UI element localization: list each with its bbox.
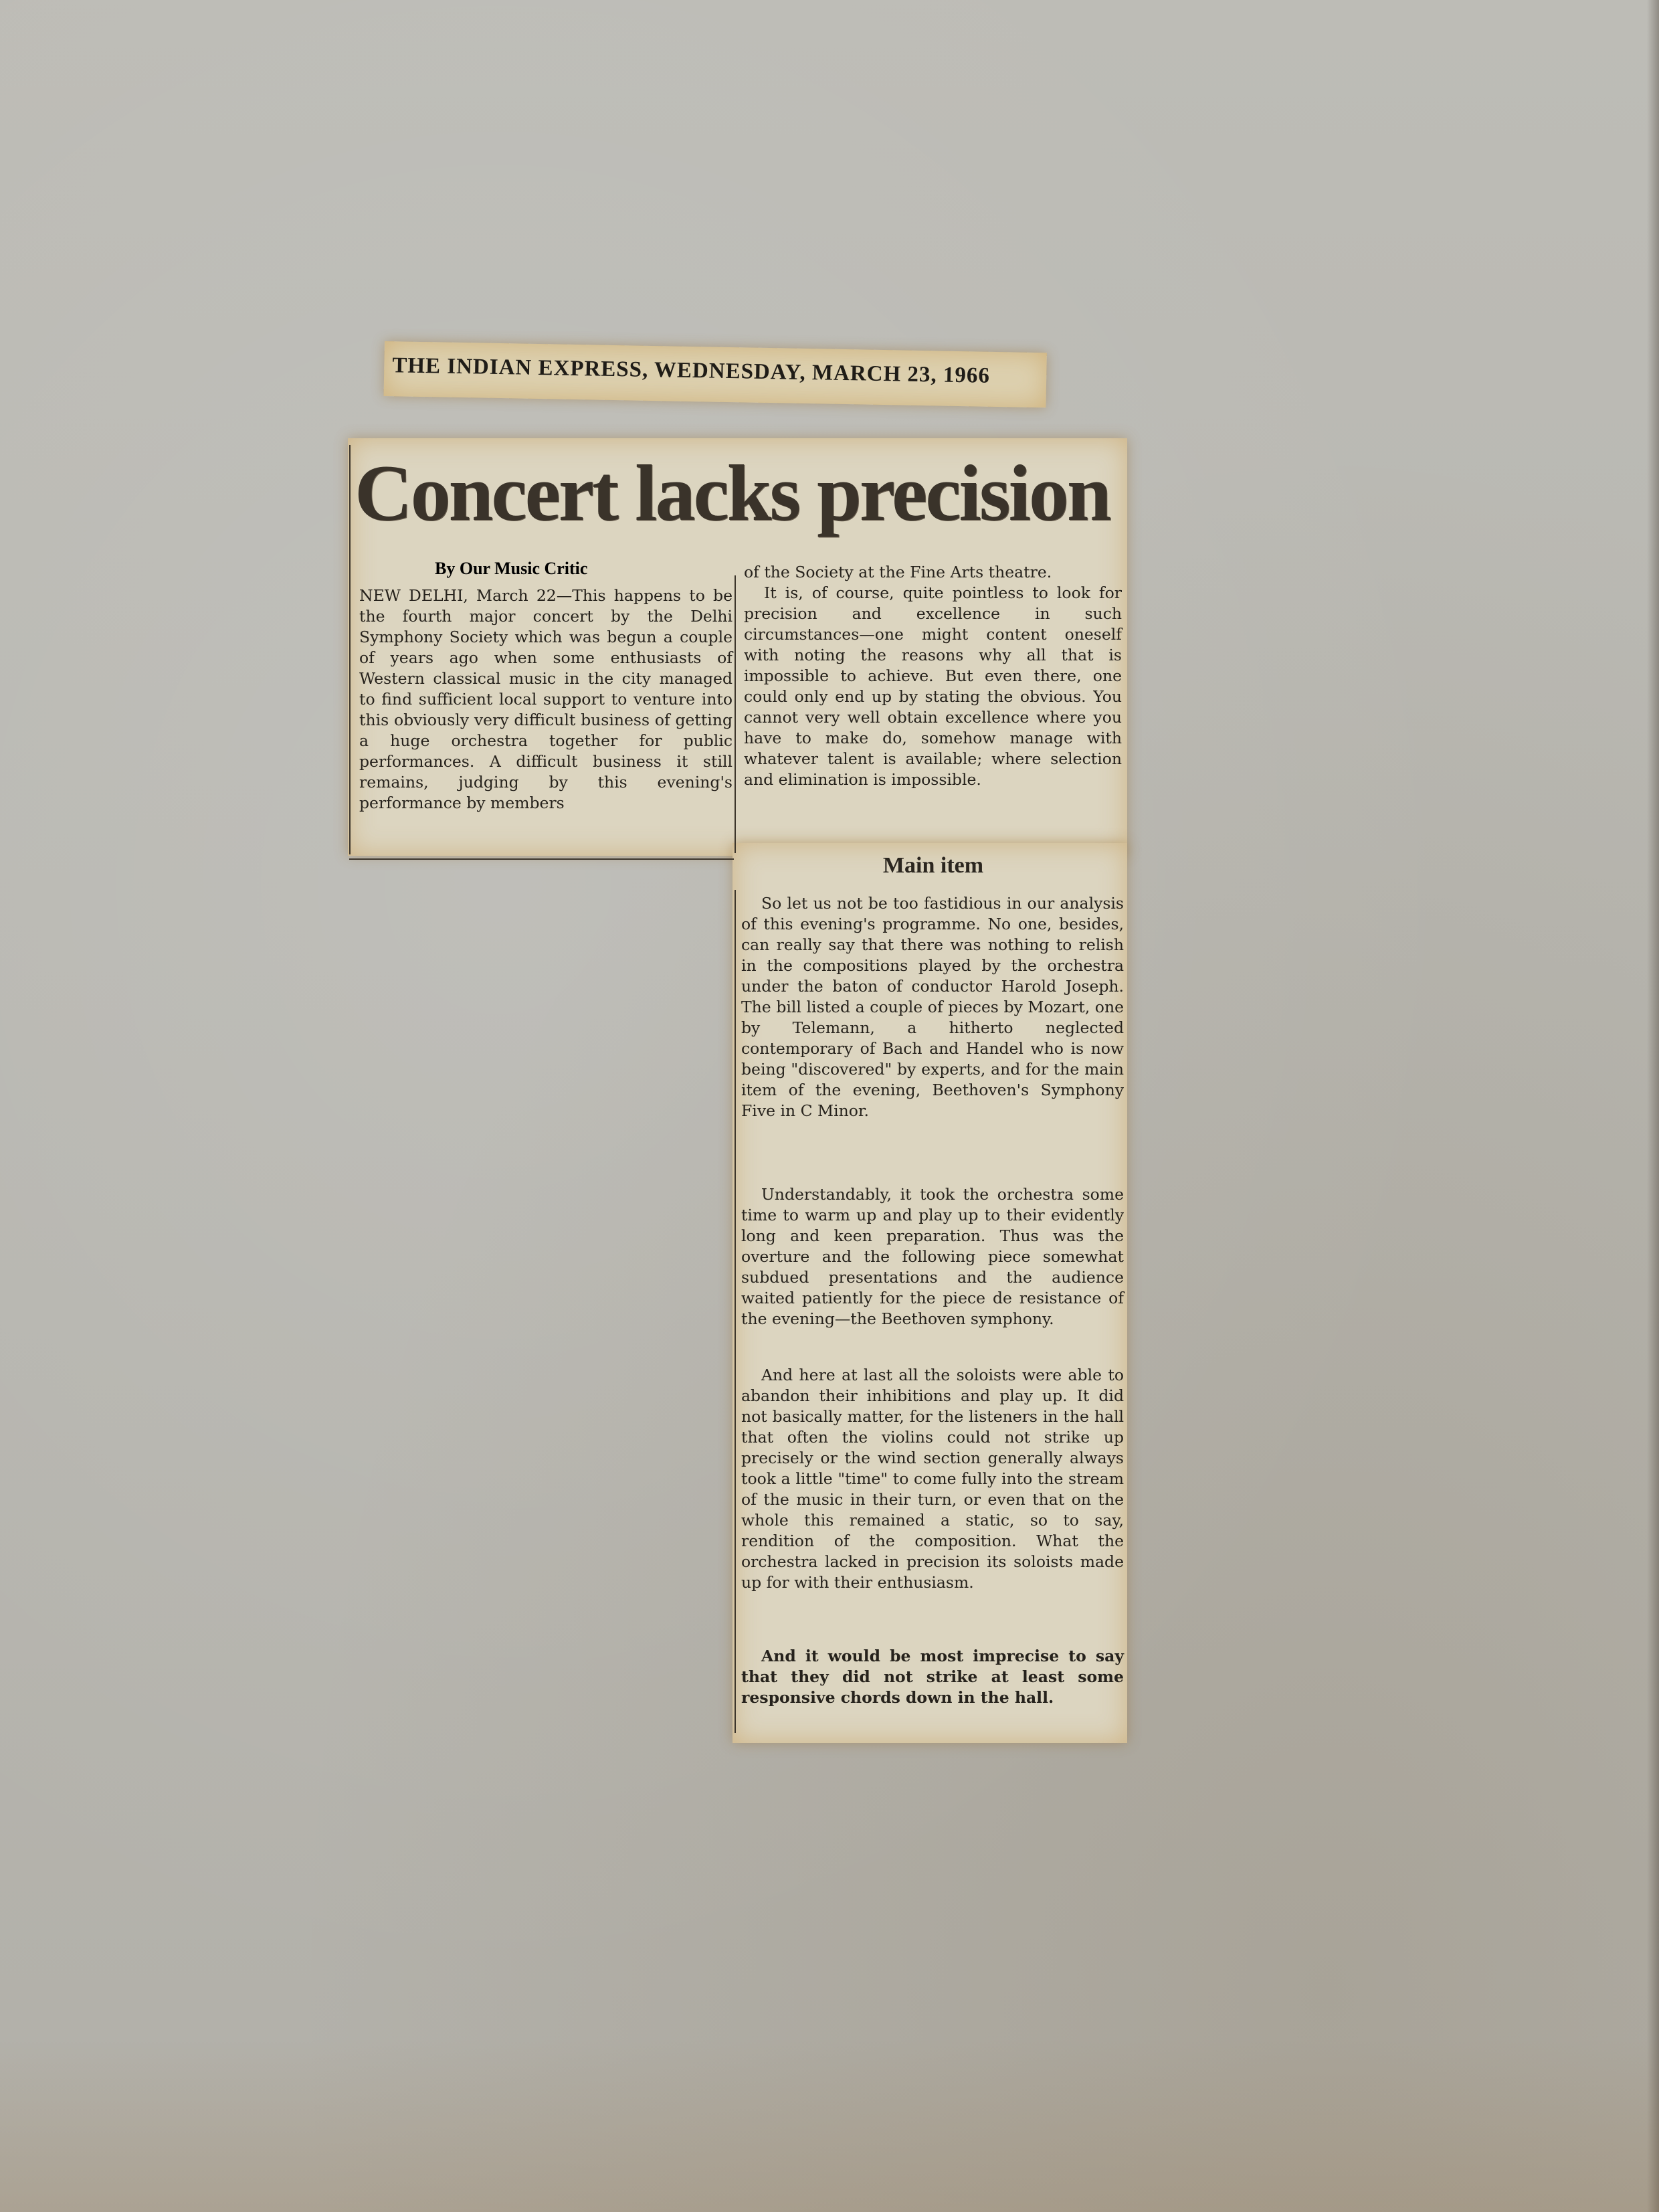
article-paragraph: And it would be most imprecise to say that they did not strike at least some responsive chords down in the hall. — [741, 1647, 1124, 1707]
headline: Concert lacks precision — [355, 448, 1110, 537]
subheading: Main item — [882, 853, 984, 878]
dateline: THE INDIAN EXPRESS, WEDNESDAY, MARCH 23, 1966 — [392, 353, 991, 388]
article-paragraph: NEW DELHI, March 22—This happens to be the fourth major concert by the Delhi Symphony Society which was begun a couple of years ago when some enthusiasts of Western classical music in the city managed to find sufficient local support to venture into this obviously very difficult business of getting a huge orchestra together for public performances. A difficult business it still remains, judging by this evening's performance by members — [359, 586, 733, 812]
left-border — [349, 445, 351, 854]
article-paragraph: And here at last all the soloists were able to abandon their inhibitions and play up. It did not basically matter, for the listeners in the hall that often the violins could not strike up precisely or the wind section generally always took a little "time" to come fully into the stream of the music in their turn, or even that on the whole this remained a static, so to say, rendition of the composition. What the orchestra lacked in precision its soloists made up for with their enthusiasm. — [741, 1366, 1124, 1592]
column-divider — [735, 575, 736, 853]
article-paragraph: Understandably, it took the orchestra some time to warm up and play up to their evidently long and keen preparation. Thus was the overture and the following piece somewhat subdued presentations and the audience waited patiently for the piece de resistance of the evening—the Beethoven symphony. — [741, 1185, 1124, 1328]
column-two-top — [744, 562, 1122, 790]
dateline-clipping — [384, 341, 1047, 407]
sheet-edge-shadow — [1647, 0, 1659, 2212]
bottom-border-left — [349, 858, 734, 860]
article-paragraph: of the Society at the Fine Arts theatre. — [744, 563, 1052, 581]
article-paragraph: It is, of course, quite pointless to look for precision and excellence in such circumstances—one might content oneself with noting the reasons why all that is impossible to achieve. But even there, one could only end up by stating the obvious. You cannot very well obtain excellence where you have to make do, somehow manage with whatever talent is available; where selection and elimination is impossible. — [744, 583, 1122, 789]
article-paragraph: So let us not be too fastidious in our analysis of this evening's programme. No one, besides, can really say that there was nothing to relish in the compositions played by the orchestra under the baton of conductor Harold Joseph. The bill listed a couple of pieces by Mozart, one by Telemann, a hitherto neglected contemporary of Bach and Handel who is now being "discovered" by experts, and for the main item of the evening, Beethoven's Symphony Five in C Minor. — [741, 894, 1124, 1120]
column-divider-lower — [735, 890, 736, 1733]
byline: By Our Music Critic — [435, 559, 588, 578]
sheet-stain — [0, 2038, 1659, 2212]
